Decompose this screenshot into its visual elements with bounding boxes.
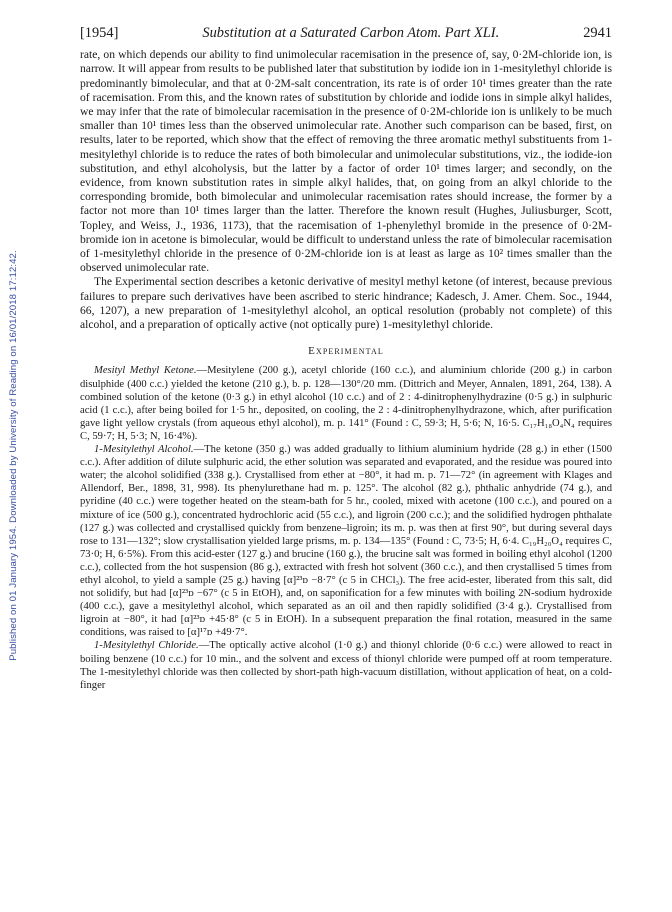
experimental-text: —The ketone (350 g.) was added gradually to lithium aluminium hydride (28 g.) in ether (1500 c.c.). After addition of dilute sulphuric acid, the ether solution was separated and evaporated, and the residue was poured into water; the alcohol solidified (338 g.). Crystallised from ether at −80°, it had m. p. 71—72° (in agreement with Klages and Allendorf, Ber., 1898, 31, 998). Its phenylurethane had m. p. 125°. The alcohol (82 g.), phthalic anhydride (74 g.), and pyridine (40 c.c.) were together heated on the steam-bath for 5 hr., cooled, mixed with acetone (100 c.c.), and poured on a mixture of ice (500 g.), concentrated hydrochloric acid (55 c.c.), and ligroin (200 c.c.); and the solidified hydrogen phthalate (127 g.) was collected and crystallised quickly from benzene–ligroin; its m. p. was then at first 90°, but during several days rose to 131—132°; slow crystallisation yielded large prisms, m. p. 134—135° (Found : C, 73·5; H, 6·4. C₁₉H₂₀O₄ requires C, 73·0; H, 6·5%). From this acid-ester (127 g.) and brucine (160 g.), the brucine salt was formed in boiling ethyl alcohol (1200 c.c.), collected from the hot suspension (86 g.), extracted with fresh hot solvent (360 c.c.), and then crystallised 5 times from ethyl alcohol, to yield a sample (25 g.) having [α]²³ᴅ −8·7° (c 5 in CHCl₃). The free acid-ester, liberated from this salt, did not solidify, but had [α]²³ᴅ −67° (c 5 in EtOH), and, on saponification for a few minutes with boiling 2N-sodium hydroxide (400 c.c.), gave a mesitylethyl alcohol, which separated as an oil and then rapidly solidified (3·4 g.). Crystallised from ligroin at −80°, it had [α]²³ᴅ +45·8° (c 5 in EtOH). In a subsequent preparation the final rotation, measured in the same conditions, was raised to [α]¹⁷ᴅ +49·7°. <box>80 444 612 639</box>
experimental-paragraph-alcohol <box>80 443 612 639</box>
header-title: Substitution at a Saturated Carbon Atom. Part XLI. <box>202 25 500 41</box>
experimental-text: —Mesitylene (200 g.), acetyl chloride (160 c.c.), and aluminium chloride (200 g.) in carbon disulphide (400 c.c.) yielded the ketone (210 g.), b. p. 128—130°/20 mm. (Dittrich and Meyer, Annalen, 1891, 264, 138). A combined solution of the ketone (0·3 g.) in ethyl alcohol (10 c.c.) and of 2 : 4-dinitrophenylhydrazine (0·5 g.) in sulphuric acid (1 c.c.), after being boiled for 1·5 hr., deposited, on cooling, the 2 : 4-dinitrophenylhydrazone, which, after purification gave light yellow crystals (from aqueous ethyl alcohol), m. p. 141° (Found : C, 59·3; H, 5·6; N, 16·5. C₁₇H₁₈O₄N₄ requires C, 59·7; H, 5·3; N, 16·4%). <box>80 365 612 442</box>
experimental-paragraph-ketone <box>80 364 612 443</box>
compound-heading: 1-Mesitylethyl Alcohol. <box>94 444 194 456</box>
download-watermark-text: Published on 01 January 1954. Downloaded by University of Reading on 16/01/2018 17:12:42. <box>7 249 19 661</box>
download-watermark <box>2 150 24 760</box>
compound-heading: 1-Mesitylethyl Chloride. <box>94 640 199 652</box>
second-paragraph: The Experimental section describes a ketonic derivative of mesityl methyl ketone (of interest, because previous failures to prepare such derivatives have been ascribed to steric hindrance; Kadesch, J. Amer. Chem. Soc., 1944, 66, 1207), a new preparation of 1-mesitylethyl alcohol, an optical resolution (probably not complete) of this alcohol, and a preparation of optically active (not optically pure) 1-mesitylethyl chloride. <box>80 275 612 332</box>
experimental-paragraph-chloride <box>80 639 612 691</box>
header-page-number: 2941 <box>583 25 612 41</box>
header-year: [1954] <box>80 25 119 41</box>
journal-page <box>80 26 612 692</box>
compound-heading: Mesityl Methyl Ketone. <box>94 365 197 377</box>
running-header <box>80 26 612 40</box>
section-title-experimental: Experimental <box>308 345 384 358</box>
intro-paragraph: rate, on which depends our ability to find unimolecular racemisation in the presence of, say, 0·2M-chloride ion, is narrow. It will appear from results to be published later that substitution by iodide ion in 1-mesitylethyl chloride is predominantly bimolecular, and that at 0·2M-salt concentration, its rate is of order 10¹ times greater than the rate of racemisation. From this, and the known rates of substitution by chloride and iodide ions in simple alkyl halides, we may infer that the rate of bimolecular racemisation in the presence of 0·2M-chloride ion is unlikely to be much smaller than 10¹ times less than the observed unimolecular rate. Another such comparison can be based, first, on results, later to be reported, which show that the effect of removing the three aromatic methyl substituents from 1-mesitylethyl chloride is to reduce the rates of both bimolecular and unimolecular substitutions, viz., the iodide-ion substitution, and ethyl alcoholysis, but the latter by a factor of order 10¹ times larger; and secondly, on the evidence, from known substitution rates in simple alkyl halides, that, on going from an alkyl chloride to the corresponding bromide, both bimolecular and unimolecular racemisation rates should increase, the former by a factor not more than 10¹ times larger than the latter. Therefore the known result (Hughes, Juliusburger, Scott, Topley, and Weiss, J., 1936, 1173), that the racemisation of 1-phenylethyl bromide in the presence of 0·2M-bromide ion in acetone is bimolecular, would be difficult to understand unless the rate of bimolecular racemisation of 1-mesitylethyl chloride in the presence of 0·2M-chloride ion is at least as large as 10² times smaller than the observed unimolecular rate. <box>80 48 612 275</box>
experimental-section <box>80 364 612 691</box>
experimental-text: —The optically active alcohol (1·0 g.) and thionyl chloride (0·6 c.c.) were allowed to react in boiling benzene (10 c.c.) for 10 min., and the solvent and excess of thionyl chloride were pumped off at room temperature. The 1-mesitylethyl chloride was then collected by short-path high-vacuum distillation, without application of heat, on a cold-finger <box>80 640 613 691</box>
